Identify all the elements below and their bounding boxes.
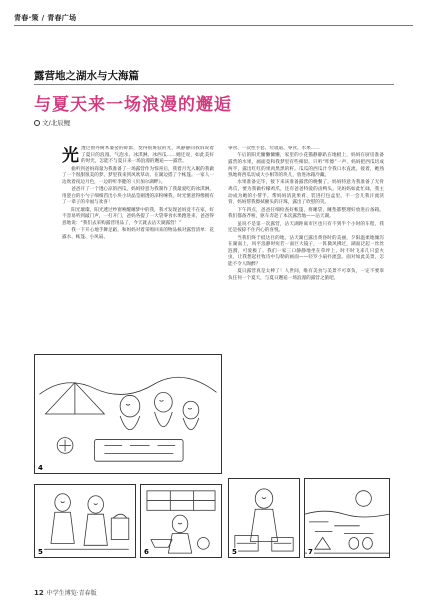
article-column-left bbox=[62, 146, 214, 352]
kitchen-sketch bbox=[141, 485, 221, 557]
figure-number: 6 bbox=[144, 548, 149, 556]
paragraph-text: 透过窗外树木婆娑的碎影，变得很斑驳的光，风静静向我诉说着了夏日的浪漫。气泡水、冰淇淋、冰西瓜……她还说，如此美好的时光，怎能不与夏日来一场浪漫的邂逅——露营。 bbox=[81, 146, 214, 165]
figure-number: 5 bbox=[232, 548, 237, 556]
figure-number: 5 bbox=[38, 548, 43, 556]
drop-cap: 光 bbox=[62, 146, 79, 166]
article-paragraph: 虽说不是第一次露营，沾天湖距离市区也只有不到半个小时的车程，我还是按捺不住内心的喜悦。 bbox=[228, 221, 384, 234]
article-paragraph: 当我们终于抵达目的地，沾天湖已露出黄昏时的美丽，夕阳温柔地倾泻在湖面上，风平浪静时宛若一面巨大镜子，一阵微风拂过，湖面泛起一丝丝涟漪，可爱极了。我们一家三口静静地坐在草坪上，时不时飞来几只萤火虫，让我想起杜牧诗中勾勒的画面——轻罗小扇扑流萤。面对如此美景，怎能不令人陶醉？ bbox=[228, 235, 384, 268]
article-paragraph: 夏日露营真是太棒了！人世间，唯有美食与美景不可辜负，一定不要辜负任何一个夏天，与夏日邂逅一场浪漫的露营之旅吧。 bbox=[228, 269, 384, 282]
series-title: 露营地之湖水与大海篇 bbox=[34, 70, 139, 82]
illustration-family-picnic bbox=[34, 354, 222, 474]
figure-number: 7 bbox=[308, 548, 313, 556]
article-paragraph: 阳光璀璨，阳光透过纱窗唤醒睡梦中的我，我才发现爸妈竟不在家，好不容易听到敲门声，一打开门，爸妈各提了一大袋零食水果跑进来，爸爸得意地说：“我们去采购露营用品了，今天就去沾天湖露营！” bbox=[62, 207, 214, 226]
publication-name: 中学生博览·青春版 bbox=[46, 590, 97, 597]
article-column-right bbox=[228, 146, 384, 476]
illustration-lake-sunset bbox=[304, 478, 390, 558]
series-divider bbox=[34, 84, 394, 85]
shopping-sketch bbox=[35, 485, 135, 557]
page-number: 12 bbox=[34, 589, 44, 597]
packing-sketch bbox=[229, 479, 299, 557]
illustration-shopping bbox=[34, 484, 136, 558]
article-paragraph: 我一下开心地手舞足蹈，和妈妈对着采购回来的物品核对露营清单：花露水、帐篷、小风扇、 bbox=[62, 228, 214, 240]
illustration-kitchen bbox=[140, 484, 222, 558]
header-divider bbox=[14, 25, 413, 26]
article-paragraph: 水果准备完毕，接下来该准备露营的晚餐了，妈妈特意为我准备了无骨鸡爪，要为我做柠檬鸡爪，还有爸爸特爱的卤鸭头。见妈妈如此忙碌，我主动成为她的小帮手，帮妈妈清洗果肴、装进打包盒里。不一会儿我汗流浃背，妈妈帮我擦拭额头的汗珠，露出了欣慰的笑。 bbox=[228, 180, 384, 206]
article-title: 与夏天来一场浪漫的邂逅 bbox=[34, 95, 232, 115]
article-paragraph: 爸爸开了一个透心凉的西瓜，妈妈特意为我制作了我最爱吃的冰淇淋，用瓷白的小勺子细细舀出小块小块晶莹剔透的凉粉嗦我，时光惬意得像拥有了一辈子的幸福与欢喜！ bbox=[62, 187, 214, 206]
page-header bbox=[14, 12, 413, 28]
page-footer bbox=[34, 588, 97, 597]
lake-sketch bbox=[305, 479, 389, 557]
illustration-packing bbox=[228, 478, 300, 558]
article-paragraph: 偷听到爸妈商量为我准备了一场露营作为惊喜后，我着月光入眠的我做了一个很甜很美的梦。梦里我来到风吹草动、在湖边搭了个帐篷。一家人一边吹着夜边月色，一边聆听李健的《贝加尔湖畔》。 bbox=[62, 166, 214, 185]
article-paragraph: 零食、一次性手套、垃圾道、零食、水果…… bbox=[228, 146, 320, 151]
picnic-sketch bbox=[35, 355, 221, 473]
article-paragraph: 午后的阳光慵懒慵懒，家里的小花猫静静趴在地板上，妈妈在厨房准备露营的水果，画面竟和我梦里有些相似。只听“咔擦”一声，妈妈把西瓜切成两半，露出红红的果肉黑黑的籽。瓜瓜的西瓜汁令我口水直流。接着，她熟熟地将西瓜切成大小相等的块儿，放进冰箱冷藏。 bbox=[228, 153, 384, 179]
article-paragraph bbox=[62, 146, 214, 166]
figure-number: 4 bbox=[38, 464, 43, 472]
article-paragraph: 下午四点，爸爸仔细检查好帐篷，将睡袋，睡垫都整理好放进后备箱。我们都备齐啦，驱车奔赴了本次露营地——沾天湖。 bbox=[228, 207, 384, 220]
byline bbox=[34, 118, 70, 127]
author-name: 文/北辰鲤 bbox=[42, 119, 71, 127]
byline-circle-icon bbox=[34, 120, 40, 126]
section-label: 青春·策 / 青春广场 bbox=[14, 14, 77, 22]
